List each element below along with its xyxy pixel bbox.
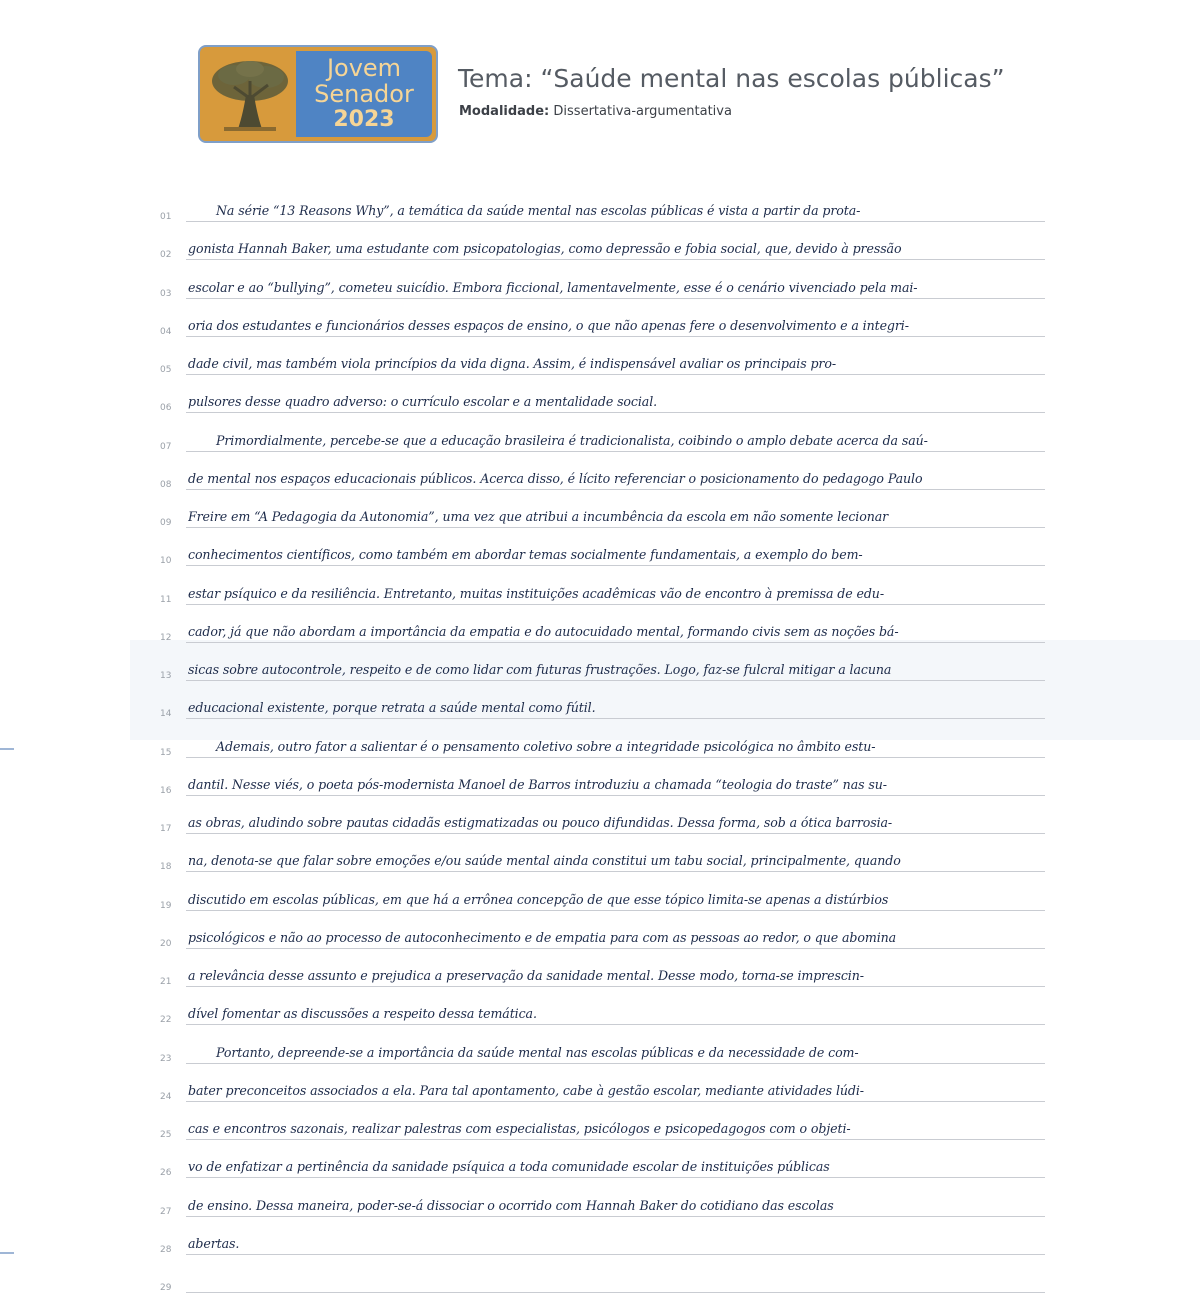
logo-year: 2023 (333, 107, 395, 133)
line-number: 04 (160, 326, 172, 337)
line-number: 07 (160, 441, 172, 452)
line-text: discutido em escolas públicas, em que há a errônea concepção de que esse tópico limita-se apenas a distúrbios (188, 891, 889, 907)
line-rule (186, 1254, 1045, 1255)
line-rule (186, 871, 1045, 872)
line-rule (186, 412, 1045, 413)
essay-line (150, 343, 1045, 377)
modality-label: Modalidade: (459, 104, 550, 119)
line-rule (186, 451, 1045, 452)
line-rule (186, 718, 1045, 719)
logo-line-1: Jovem (326, 54, 402, 83)
line-number: 26 (160, 1168, 172, 1179)
essay-line (150, 687, 1045, 721)
line-text: a relevância desse assunto e prejudica a preservação da sanidade mental. Desse modo, torna-se imprescin- (188, 968, 864, 983)
line-number: 09 (160, 518, 172, 528)
line-text: Na série “13 Reasons Why”, a temática da saúde mental nas escolas públicas é vista a partir da prota- (216, 203, 861, 218)
line-text: de ensino. Dessa maneira, poder-se-á dissociar o ocorrido com Hannah Baker do cotidiano das escolas (188, 1197, 834, 1213)
line-text: sicas sobre autocontrole, respeito e de como lidar com futuras frustrações. Logo, faz-se fulcral mitigar a lacuna (188, 662, 892, 677)
line-rule (186, 986, 1045, 987)
line-rule (186, 757, 1045, 758)
essay-line (150, 802, 1045, 836)
line-rule (186, 298, 1045, 299)
essay-line (150, 458, 1045, 492)
essay-line (150, 993, 1045, 1027)
line-text: dade civil, mas também viola princípios da vida digna. Assim, é indispensável avaliar os principais pro- (188, 356, 836, 371)
essay-line (150, 573, 1045, 607)
line-number: 21 (160, 977, 172, 987)
line-number: 22 (160, 1015, 172, 1026)
line-text: psicológicos e não ao processo de autoconhecimento e de empatia para com as pessoas ao redor, o que abomina (188, 929, 897, 945)
essay-line (150, 611, 1045, 645)
line-number: 15 (160, 747, 172, 758)
line-number: 19 (160, 900, 172, 911)
line-number: 12 (160, 632, 172, 643)
essay-line (150, 228, 1045, 262)
line-text: gonista Hannah Baker, uma estudante com psicopatologias, como depressão e fobia social, que, devido à pressão (188, 241, 902, 257)
essay-line (150, 496, 1045, 530)
essay-line (150, 534, 1045, 568)
line-rule (186, 642, 1045, 643)
line-rule (186, 336, 1045, 337)
line-number: 28 (160, 1244, 172, 1255)
essay-line (150, 1146, 1045, 1180)
line-number: 23 (160, 1053, 172, 1064)
line-rule (186, 1063, 1045, 1064)
line-number: 18 (160, 862, 172, 873)
line-text: na, denota-se que falar sobre emoções e/ou saúde mental ainda constitui um tabu social, principalmente, quando (188, 853, 901, 869)
line-rule (186, 565, 1045, 566)
line-number: 16 (160, 785, 172, 796)
essay-line (150, 267, 1045, 301)
essay-line (150, 1070, 1045, 1104)
essay-line (150, 764, 1045, 798)
line-number: 27 (160, 1206, 172, 1217)
line-text: cas e encontros sazonais, realizar palestras com especialistas, psicólogos e psicopedagogos com o objeti- (188, 1121, 851, 1136)
essay-theme: Tema: “Saúde mental nas escolas públicas” (458, 64, 1005, 93)
essay-line (150, 917, 1045, 951)
line-number: 29 (160, 1283, 172, 1293)
line-number: 11 (160, 594, 172, 605)
line-rule (186, 259, 1045, 260)
line-text: Primordialmente, percebe-se que a educação brasileira é tradicionalista, coibindo o amplo debate acerca da saú- (216, 432, 928, 448)
line-number: 08 (160, 479, 172, 490)
line-rule (186, 604, 1045, 605)
line-rule (186, 221, 1045, 222)
line-rule (186, 680, 1045, 681)
line-text: dantil. Nesse viés, o poeta pós-modernista Manoel de Barros introduziu a chamada “teologia do traste” nas su- (188, 776, 887, 792)
essay-line (150, 840, 1045, 874)
essay-line (150, 955, 1045, 989)
essay-line (150, 879, 1045, 913)
logo-line-2: Senador (314, 80, 414, 109)
essay-line (150, 1223, 1045, 1257)
line-text: de mental nos espaços educacionais públicos. Acerca disso, é lícito referenciar o posicionamento do pedagogo Paulo (188, 470, 923, 486)
line-number: 02 (160, 250, 172, 261)
essay-line (150, 420, 1045, 454)
line-text: dível fomentar as discussões a respeito dessa temática. (188, 1006, 537, 1022)
line-text: Freire em “A Pedagogia da Autonomia”, uma vez que atribui a incumbência da escola em não somente lecionar (188, 509, 889, 524)
essay-line (150, 1108, 1045, 1142)
line-rule (186, 1177, 1045, 1178)
line-text: bater preconceitos associados a ela. Para tal apontamento, cabe à gestão escolar, mediante atividades lúdi- (188, 1082, 864, 1098)
line-text: oria dos estudantes e funcionários desses espaços de ensino, o que não apenas fere o desenvolvimento e a integri- (188, 317, 909, 333)
line-number: 05 (160, 365, 172, 375)
line-number: 20 (160, 938, 172, 949)
line-number: 10 (160, 556, 172, 567)
line-text: estar psíquico e da resiliência. Entretanto, muitas instituições acadêmicas vão de encontro à premissa de edu- (188, 585, 884, 601)
line-number: 01 (160, 212, 172, 222)
line-number: 06 (160, 403, 172, 414)
line-text: vo de enfatizar a pertinência da sanidade psíquica a toda comunidade escolar de instituições públicas (188, 1159, 830, 1175)
line-text: as obras, aludindo sobre pautas cidadãs estigmatizadas ou pouco difundidas. Dessa forma, sob a ótica barrosia- (188, 815, 893, 830)
modality-value: Dissertativa-argumentativa (553, 104, 732, 119)
line-rule (186, 527, 1045, 528)
line-number: 24 (160, 1091, 172, 1102)
line-text: Ademais, outro fator a salientar é o pensamento coletivo sobre a integridade psicológica no âmbito estu- (216, 738, 876, 754)
line-rule (186, 795, 1045, 796)
line-text: pulsores desse quadro adverso: o currículo escolar e a mentalidade social. (188, 394, 658, 410)
line-rule (186, 833, 1045, 834)
essay-line (150, 190, 1045, 224)
line-text: cador, já que não abordam a importância da empatia e do autocuidado mental, formando civis sem as noções bá- (188, 623, 899, 639)
line-rule (186, 1139, 1045, 1140)
line-text: conhecimentos científicos, como também em abordar temas socialmente fundamentais, a exemplo do bem- (188, 547, 863, 563)
line-rule (186, 1292, 1045, 1293)
line-rule (186, 1216, 1045, 1217)
essay-line (150, 649, 1045, 683)
essay-line (150, 305, 1045, 339)
line-text: educacional existente, porque retrata a saúde mental como fútil. (188, 700, 596, 716)
essay-line (150, 1185, 1045, 1219)
line-number: 14 (160, 709, 172, 720)
line-rule (186, 374, 1045, 375)
line-text: abertas. (188, 1235, 240, 1251)
essay-line (150, 1261, 1045, 1295)
essay-line (150, 381, 1045, 415)
line-text: Portanto, depreende-se a importância da saúde mental nas escolas públicas e da necessidade de com- (216, 1044, 859, 1060)
line-rule (186, 910, 1045, 911)
line-number: 03 (160, 288, 172, 299)
line-rule (186, 948, 1045, 949)
essay-line (150, 726, 1045, 760)
essay-line (150, 1032, 1045, 1066)
line-rule (186, 1024, 1045, 1025)
line-rule (186, 489, 1045, 490)
line-number: 13 (160, 671, 172, 681)
line-text: escolar e ao “bullying”, cometeu suicídio. Embora ficcional, lamentavelmente, esse é o cenário vivenciado pela mai- (188, 279, 918, 295)
line-number: 17 (160, 824, 172, 834)
line-rule (186, 1101, 1045, 1102)
line-number: 25 (160, 1130, 172, 1140)
